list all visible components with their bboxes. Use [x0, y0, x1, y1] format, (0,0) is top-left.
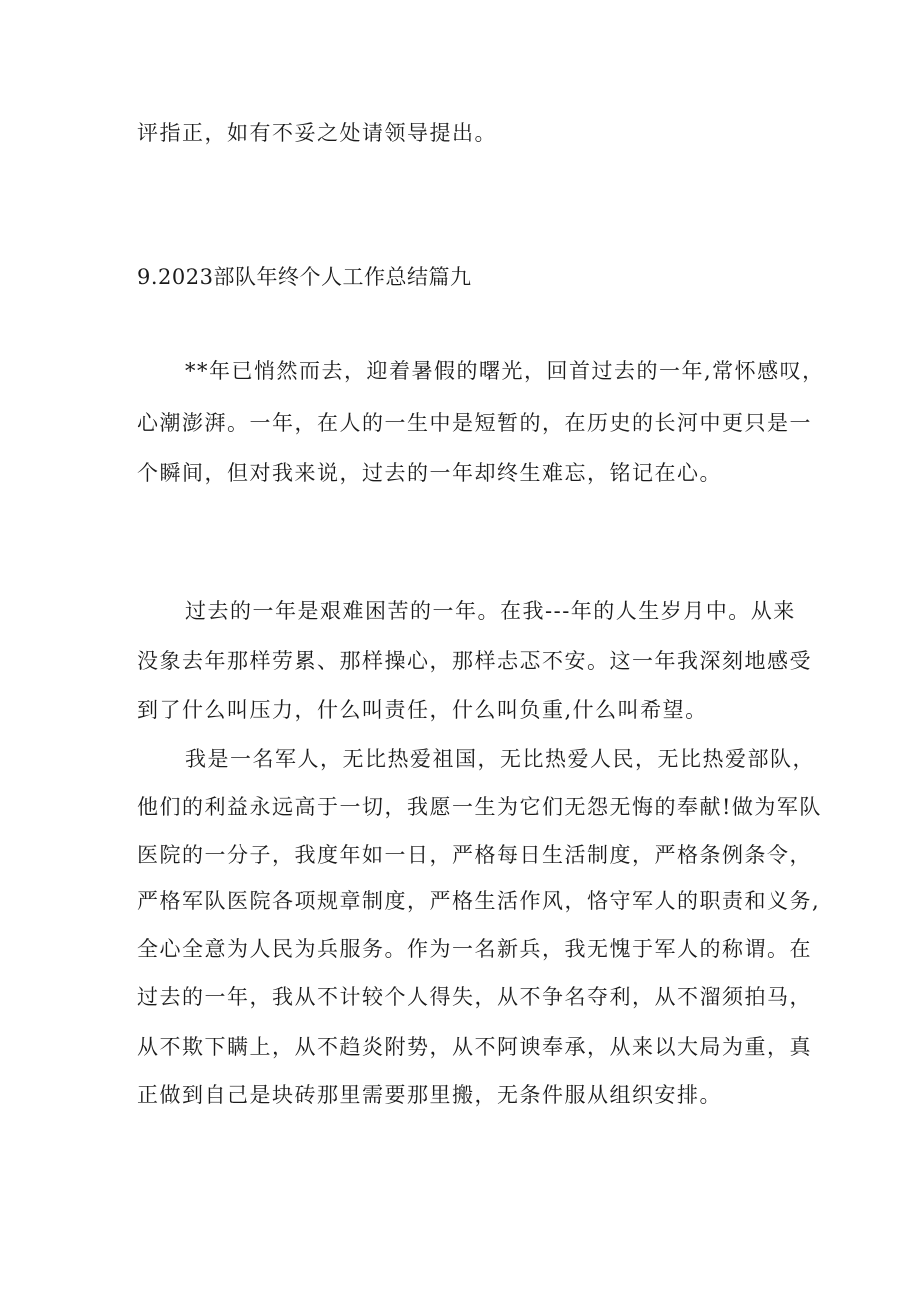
paragraph-line: 我是一名军人，无比热爱祖国，无比热爱人民，无比热爱部队， — [185, 747, 815, 771]
paragraph-line: 过去的一年，我从不计较个人得失，从不争名夺利，从不溜须拍马， — [137, 985, 812, 1009]
paragraph-line: 个瞬间，但对我来说，过去的一年却终生难忘，铭记在心。 — [137, 461, 722, 485]
paragraph-line: 严格军队医院各项规章制度，严格生活作风，恪守军人的职责和义务, — [137, 889, 821, 913]
paragraph-line: 过去的一年是艰难困苦的一年。在我---年的人生岁月中。从来 — [185, 599, 796, 623]
continuation-line: 评指正，如有不妥之处请领导提出。 — [137, 121, 497, 145]
section-heading: 9.2023部队年终个人工作总结篇九 — [137, 265, 472, 289]
paragraph-line: 医院的一分子，我度年如一日，严格每日生活制度，严格条例条令， — [137, 843, 812, 867]
paragraph-line: 到了什么叫压力，什么叫责任，什么叫负重,什么叫希望。 — [137, 698, 708, 722]
paragraph-line: 正做到自己是块砖那里需要那里搬，无条件服从组织安排。 — [137, 1083, 722, 1107]
paragraph-line: 心潮澎湃。一年，在人的一生中是短暂的，在历史的长河中更只是一 — [137, 411, 812, 435]
paragraph-line: 全心全意为人民为兵服务。作为一名新兵，我无愧于军人的称谓。在 — [137, 937, 812, 961]
paragraph-line: 从不欺下瞒上，从不趋炎附势，从不阿谀奉承，从来以大局为重，真 — [137, 1035, 812, 1059]
paragraph-line: 没象去年那样劳累、那样操心，那样忐忑不安。这一年我深刻地感受 — [137, 649, 812, 673]
paragraph-line: 他们的利益永远高于一切，我愿一生为它们无怨无悔的奉献!做为军队 — [137, 795, 822, 819]
paragraph-line: **年已悄然而去，迎着暑假的曙光，回首过去的一年,常怀感叹， — [185, 359, 825, 383]
